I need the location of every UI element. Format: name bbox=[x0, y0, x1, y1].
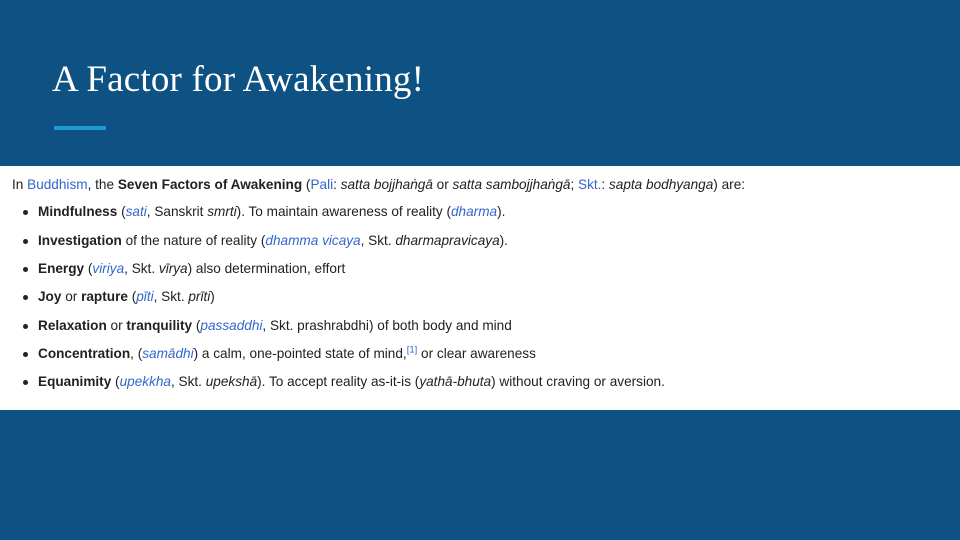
lead-bold-seven-factors: Seven Factors of Awakening bbox=[117, 177, 303, 192]
factor-post-paren: ). To maintain awareness of reality ( bbox=[236, 204, 451, 220]
list-item bbox=[36, 260, 952, 278]
factor-pre-paren: ( bbox=[117, 204, 126, 220]
factor-skt-term: vīrya bbox=[158, 261, 188, 277]
factor-name: Energy bbox=[38, 261, 85, 277]
citation-label[interactable]: [1] bbox=[406, 344, 418, 356]
factor-mid: , Skt. bbox=[124, 261, 159, 277]
lead-text-in: In bbox=[12, 177, 28, 192]
factor-skt-term: upekshā bbox=[205, 374, 258, 390]
factor-tail: ). bbox=[499, 232, 508, 248]
factor-name: Investigation bbox=[38, 232, 122, 248]
factor-name: Joy bbox=[38, 289, 62, 305]
factor-pre-paren: ( bbox=[127, 289, 137, 305]
factor-skt-term: dharmapravicaya bbox=[395, 232, 500, 248]
factor-pali-term[interactable]: passaddhi bbox=[200, 317, 263, 333]
citation-reference[interactable] bbox=[407, 345, 418, 356]
factor-skt-term: smrti bbox=[207, 204, 237, 220]
factor-mid: , Skt. bbox=[170, 374, 206, 390]
factor-name: Equanimity bbox=[38, 374, 112, 390]
factor-tail: ) bbox=[210, 289, 215, 305]
link-buddhism[interactable]: Buddhism bbox=[27, 177, 88, 192]
lead-open-paren: ( bbox=[302, 177, 311, 192]
factor-tail: ) also determination, effort bbox=[187, 261, 346, 277]
factor-pali-term[interactable]: samādhi bbox=[142, 346, 194, 362]
term-satta-sambojjhanga: satta sambojjhaṅgā bbox=[452, 177, 571, 192]
factor-pali-term[interactable]: dhamma vicaya bbox=[265, 232, 361, 248]
factor-tail: ) of both body and mind bbox=[368, 317, 512, 333]
factor-name: Mindfulness bbox=[38, 204, 118, 220]
list-item bbox=[36, 373, 952, 391]
factor-pre-paren: ( bbox=[192, 317, 201, 333]
factor-name: Concentration bbox=[38, 346, 131, 362]
factor-mid: ) a calm, one-pointed state of mind, bbox=[193, 346, 407, 362]
factor-tail-term: yathā-bhuta bbox=[419, 374, 492, 390]
factor-connector: or bbox=[106, 317, 127, 333]
factor-pali-term[interactable]: sati bbox=[125, 204, 147, 220]
factor-skt-term: prīti bbox=[188, 289, 211, 305]
list-item bbox=[36, 288, 952, 306]
term-satta-bojjhanga: satta bojjhaṅgā bbox=[340, 177, 433, 192]
lead-or: or bbox=[432, 177, 453, 192]
list-item bbox=[36, 203, 952, 221]
lead-colon-1: : bbox=[333, 177, 341, 192]
lead-text-the: , the bbox=[87, 177, 118, 192]
lead-paragraph bbox=[12, 176, 952, 194]
term-sapta-bodhyanga: sapta bodhyanga bbox=[608, 177, 714, 192]
factor-tail: ) without craving or aversion. bbox=[491, 374, 665, 390]
content-card bbox=[0, 166, 960, 410]
lead-tail: ) are: bbox=[713, 177, 746, 192]
factor-post-paren: ). To accept reality as-it-is ( bbox=[257, 374, 420, 390]
factor-mid: , Skt. prashrabdhi bbox=[262, 317, 369, 333]
list-item bbox=[36, 232, 952, 250]
factor-name: Relaxation bbox=[38, 317, 107, 333]
factor-pre-paren: ( bbox=[111, 374, 120, 390]
factors-list bbox=[12, 203, 952, 391]
page-title: A Factor for Awakening! bbox=[52, 59, 425, 100]
title-underline-accent bbox=[54, 126, 106, 130]
factor-pali-term[interactable]: pīti bbox=[136, 289, 154, 305]
factor-tail-term[interactable]: dharma bbox=[451, 204, 498, 220]
factor-tail: ). bbox=[497, 204, 506, 220]
list-item bbox=[36, 345, 952, 363]
factor-pre-paren: , ( bbox=[130, 346, 143, 362]
factor-pre-paren: ( bbox=[84, 261, 93, 277]
lead-semicolon: ; bbox=[570, 177, 578, 192]
factor-mid: , Sanskrit bbox=[146, 204, 208, 220]
factor-name-alt: tranquility bbox=[126, 317, 193, 333]
factor-mid: , Skt. bbox=[360, 232, 396, 248]
factor-connector: or bbox=[61, 289, 82, 305]
factor-mid-plain: of the nature of reality ( bbox=[121, 232, 266, 248]
wiki-article bbox=[12, 176, 952, 402]
lead-colon-2: : bbox=[601, 177, 609, 192]
factor-pali-term[interactable]: viriya bbox=[92, 261, 125, 277]
list-item bbox=[36, 317, 952, 335]
factor-name-alt: rapture bbox=[81, 289, 128, 305]
factor-pali-term[interactable]: upekkha bbox=[119, 374, 171, 390]
factor-tail: or clear awareness bbox=[417, 346, 536, 362]
link-skt[interactable]: Skt. bbox=[578, 177, 602, 192]
link-pali[interactable]: Pali bbox=[310, 177, 334, 192]
factor-mid: , Skt. bbox=[153, 289, 189, 305]
